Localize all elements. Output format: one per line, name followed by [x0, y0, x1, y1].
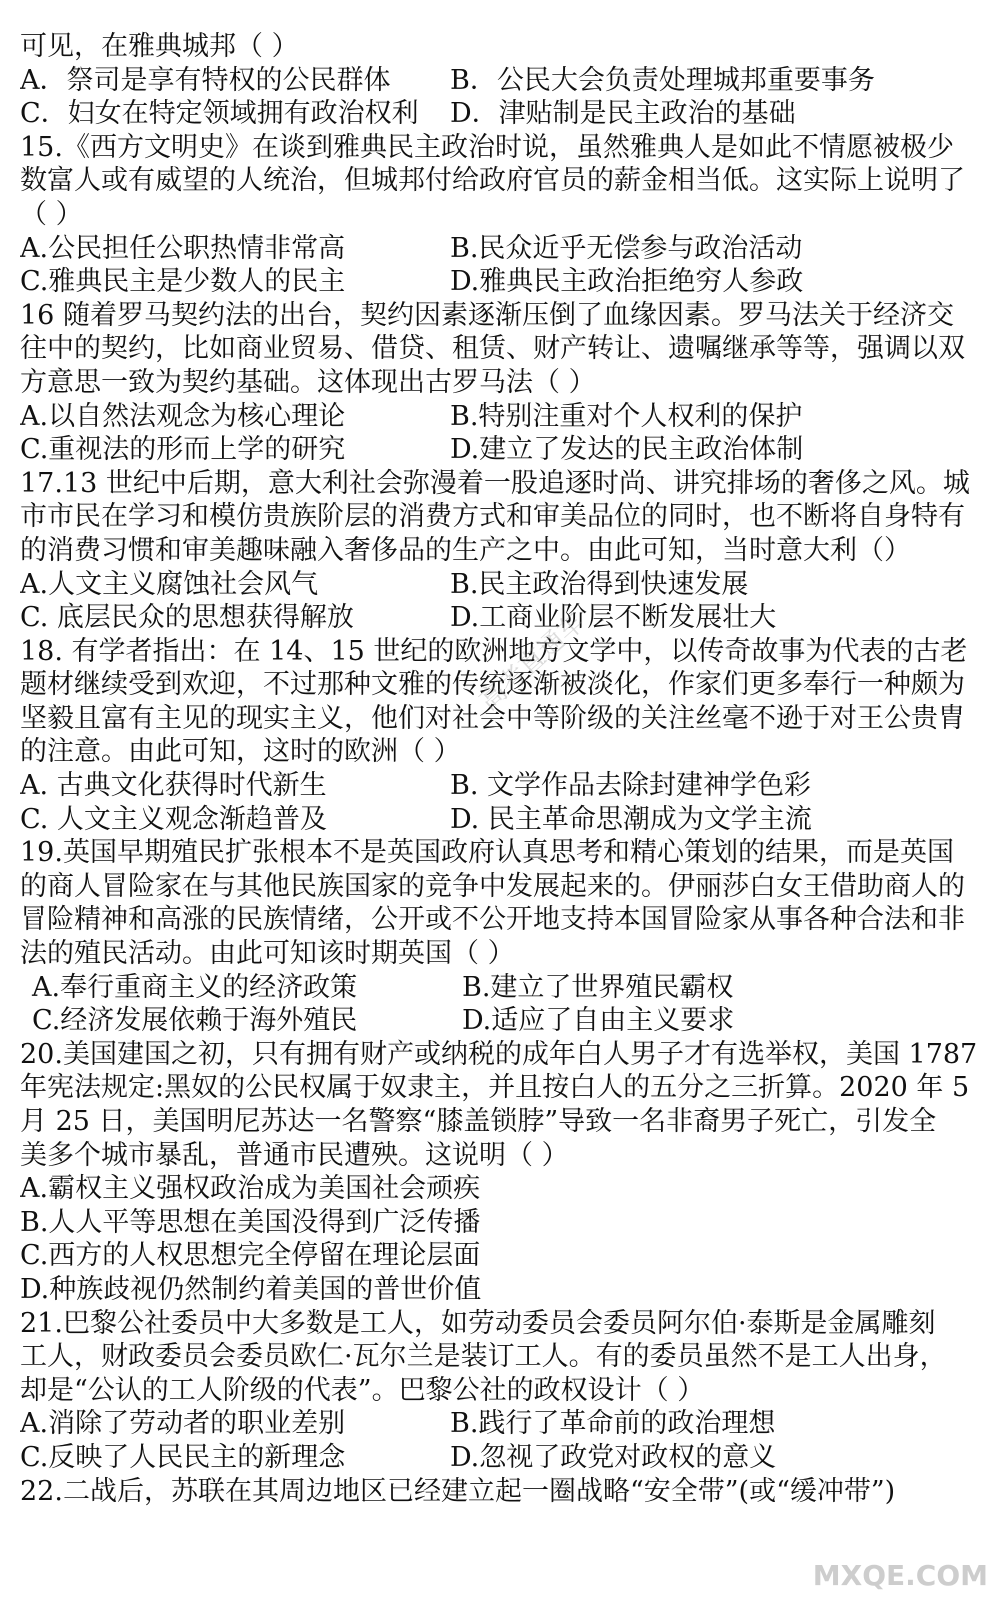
- q18-line-3: 坚毅且富有主见的现实主义，他们对社会中等阶级的关注丝毫不逊于对王公贵胄: [20, 702, 965, 734]
- q18-option-c: C. 人文主义观念渐趋普及: [20, 803, 327, 835]
- q14-stem: 可见，在雅典城邦（ ）: [20, 31, 299, 62]
- q15-line-3: （ ）: [20, 198, 83, 230]
- q21-option-d: D.忽视了政党对政权的意义: [450, 1441, 777, 1473]
- q17-line-3: 的消费习惯和审美趣味融入奢侈品的生产之中。由此可知，当时意大利（）: [20, 534, 911, 566]
- site-watermark-logo: MXQE.COM: [812, 1559, 988, 1592]
- q19-option-a: A.奉行重商主义的经济政策: [32, 971, 358, 1003]
- q14-options-ab: [20, 64, 980, 98]
- q18-line-2: 题材继续受到欢迎，不过那种文雅的传统逐渐被淡化，作家们更多奉行一种颇为: [20, 669, 965, 701]
- q14-options-cd: [20, 97, 980, 131]
- q18-options-cd: [20, 803, 980, 837]
- q18-option-d: D. 民主革命思潮成为文学主流: [450, 803, 812, 835]
- q17-option-a: A.人文主义腐蚀社会风气: [20, 568, 319, 600]
- q22-line-1: 22.二战后，苏联在其周边地区已经建立起一圈战略“安全带”(或“缓冲带”): [20, 1475, 896, 1507]
- q20-option-d: D.种族歧视仍然制约着美国的普世价值: [20, 1273, 482, 1305]
- q20-option-c: C.西方的人权思想完全停留在理论层面: [20, 1240, 481, 1272]
- q15-line-1: 15.《西方文明史》在谈到雅典民主政治时说，虽然雅典人是如此不情愿被极少: [20, 131, 954, 163]
- q21-option-c: C.反映了人民民主的新理念: [20, 1441, 346, 1473]
- q19-option-c: C.经济发展依赖于海外殖民: [32, 1005, 358, 1037]
- q21-options-ab: [20, 1407, 980, 1441]
- q21-option-b: B.践行了革命前的政治理想: [450, 1408, 776, 1440]
- q20-option-a: A.霸权主义强权政治成为美国社会顽疾: [20, 1173, 481, 1205]
- q17-line-2: 市市民在学习和模仿贵族阶层的消费方式和审美品位的同时，也不断将自身特有: [20, 501, 965, 533]
- q19-options-ab: [20, 971, 980, 1005]
- q18-options-ab: [20, 769, 980, 803]
- diagonal-watermark: 高考直通车: [474, 607, 591, 717]
- q21-line-3: 却是“公认的工人阶级的代表”。巴黎公社的政权设计（ ）: [20, 1374, 705, 1406]
- q17-option-d: D.工商业阶层不断发展壮大: [450, 602, 777, 634]
- q17-line-1: 17.13 世纪中后期，意大利社会弥漫着一股追逐时尚、讲究排场的奢侈之风。城: [20, 467, 970, 499]
- q19-option-d: D.适应了自由主义要求: [462, 1005, 735, 1037]
- q17-option-c: C. 底层民众的思想获得解放: [20, 602, 354, 634]
- q15-line-2: 数富人或有威望的人统治，但城邦付给政府官员的薪金相当低。这实际上说明了: [20, 165, 965, 197]
- q20-line-3: 月 25 日，美国明尼苏达一名警察“膝盖锁脖”导致一名非裔男子死亡，引发全: [20, 1106, 937, 1137]
- q14-option-c: C．妇女在特定领域拥有政治权利: [20, 98, 419, 130]
- q21-options-cd: [20, 1441, 980, 1475]
- q15-option-a: A.公民担任公职热情非常高: [20, 232, 346, 264]
- q16-option-d: D.建立了发达的民主政治体制: [450, 434, 804, 466]
- q16-option-b: B.特别注重对个人权利的保护: [450, 400, 803, 432]
- q19-options-cd: [20, 1004, 980, 1038]
- q14-option-a: A．祭司是享有特权的公民群体: [20, 64, 391, 96]
- q19-line-2: 的商人冒险家在与其他民族国家的竞争中发展起来的。伊丽莎白女王借助商人的: [20, 870, 965, 902]
- q14-option-d: D．津贴制是民主政治的基础: [450, 98, 796, 130]
- q18-line-4: 的注意。由此可知，这时的欧洲（ ）: [20, 736, 461, 768]
- q21-line-2: 工人，财政委员会委员欧仁·瓦尔兰是装订工人。有的委员虽然不是工人出身，: [20, 1341, 947, 1373]
- q16-options-ab: [20, 400, 980, 434]
- q19-line-4: 法的殖民活动。由此可知该时期英国（ ）: [20, 938, 515, 970]
- q18-line-1: 18. 有学者指出：在 14、15 世纪的欧洲地方文学中，以传奇故事为代表的古老: [20, 635, 968, 667]
- exam-page: [20, 30, 980, 1508]
- q15-options-ab: [20, 232, 980, 266]
- q16-options-cd: [20, 433, 980, 467]
- q21-line-1: 21.巴黎公社委员中大多数是工人，如劳动委员会委员阿尔伯·泰斯是金属雕刻: [20, 1307, 936, 1339]
- q16-line-2: 往中的契约，比如商业贸易、借贷、租赁、财产转让、遗嘱继承等等，强调以双: [20, 333, 965, 365]
- q19-line-1: 19.英国早期殖民扩张根本不是英国政府认真思考和精心策划的结果，而是英国: [20, 837, 954, 869]
- q18-option-b: B. 文学作品去除封建神学色彩: [450, 770, 812, 802]
- q20-line-1: 20.美国建国之初，只有拥有财产或纳税的成年白人男子才有选举权，美国 1787: [20, 1038, 978, 1070]
- q16-line-1: 16 随着罗马契约法的出台，契约因素逐渐压倒了血缘因素。罗马法关于经济交: [20, 299, 954, 331]
- q16-line-3: 方意思一致为契约基础。这体现出古罗马法（ ）: [20, 366, 596, 398]
- q15-option-b: B.民众近乎无偿参与政治活动: [450, 232, 803, 264]
- q16-option-c: C.重视法的形而上学的研究: [20, 434, 346, 466]
- q19-line-3: 冒险精神和高涨的民族情绪，公开或不公开地支持本国冒险家从事各种合法和非: [20, 904, 965, 936]
- q18-option-a: A. 古典文化获得时代新生: [20, 770, 327, 802]
- q17-option-b: B.民主政治得到快速发展: [450, 568, 749, 600]
- q19-option-b: B.建立了世界殖民霸权: [462, 971, 734, 1003]
- q17-options-cd: [20, 601, 980, 635]
- q15-option-c: C.雅典民主是少数人的民主: [20, 266, 346, 298]
- q16-option-a: A.以自然法观念为核心理论: [20, 400, 346, 432]
- q21-option-a: A.消除了劳动者的职业差别: [20, 1408, 346, 1440]
- q20-option-b: B.人人平等思想在美国没得到广泛传播: [20, 1206, 481, 1238]
- q15-option-d: D.雅典民主政治拒绝穷人参政: [450, 266, 804, 298]
- q20-line-2: 年宪法规定:黑奴的公民权属于奴隶主，并且按白人的五分之三折算。2020 年 5: [20, 1072, 970, 1104]
- q15-options-cd: [20, 265, 980, 299]
- q14-option-b: B．公民大会负责处理城邦重要事务: [450, 64, 875, 96]
- q17-options-ab: [20, 568, 980, 602]
- q20-line-4: 美多个城市暴乱，普通市民遭殃。这说明（ ）: [20, 1139, 569, 1171]
